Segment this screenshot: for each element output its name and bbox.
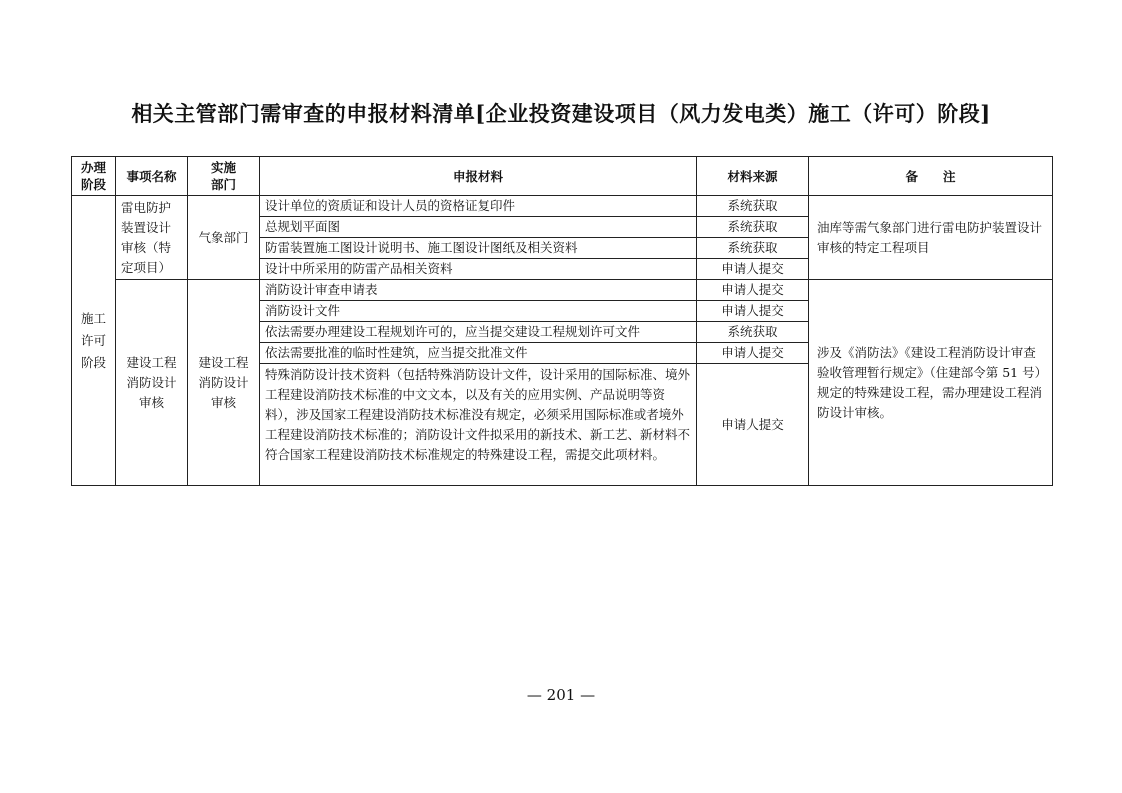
source-cell: 申请人提交 xyxy=(697,343,809,364)
source-cell: 系统获取 xyxy=(697,196,809,217)
header-material: 申报材料 xyxy=(260,157,697,196)
source-cell: 系统获取 xyxy=(697,238,809,259)
dept-cell: 建设工程消防设计审核 xyxy=(188,280,260,486)
material-cell: 设计中所采用的防雷产品相关资料 xyxy=(260,259,697,280)
header-item: 事项名称 xyxy=(116,157,188,196)
material-cell: 总规划平面图 xyxy=(260,217,697,238)
source-cell: 申请人提交 xyxy=(697,259,809,280)
source-cell: 系统获取 xyxy=(697,322,809,343)
header-stage: 办理 阶段 xyxy=(72,157,116,196)
item-cell: 雷电防护装置设计审核（特定项目） xyxy=(116,196,188,280)
source-cell: 申请人提交 xyxy=(697,280,809,301)
material-cell: 依法需要批准的临时性建筑，应当提交批准文件 xyxy=(260,343,697,364)
material-cell: 防雷装置施工图设计说明书、施工图设计图纸及相关资料 xyxy=(260,238,697,259)
material-cell: 消防设计文件 xyxy=(260,301,697,322)
document-title: 相关主管部门需审查的申报材料清单[企业投资建设项目（风力发电类）施工（许可）阶段] xyxy=(131,101,991,126)
table-row xyxy=(72,280,1053,301)
note-cell: 油库等需气象部门进行雷电防护装置设计审核的特定工程项目 xyxy=(809,196,1053,280)
table-header-row xyxy=(72,157,1053,196)
header-dept: 实施 部门 xyxy=(188,157,260,196)
material-cell: 特殊消防设计技术资料（包括特殊消防设计文件，设计采用的国际标准、境外工程建设消防技术标准的中文文本，以及有关的应用实例、产品说明等资料），涉及国家工程建设消防技术标准没有规定，必须采用国际标准或者境外工程建设消防技术标准的；消防设计文件拟采用的新技术、新工艺、新材料不符合国家工程建设消防技术标准规定的特殊建设工程，需提交此项材料。 xyxy=(260,364,697,486)
page-number: — 201 — xyxy=(526,686,596,704)
note-cell: 涉及《消防法》《建设工程消防设计审查验收管理暂行规定》（住建部令第 51 号）规定的特殊建设工程，需办理建设工程消防设计审核。 xyxy=(809,280,1053,486)
source-cell: 申请人提交 xyxy=(697,364,809,486)
table-row xyxy=(72,196,1053,217)
material-cell: 设计单位的资质证和设计人员的资格证复印件 xyxy=(260,196,697,217)
dept-cell: 气象部门 xyxy=(188,196,260,280)
item-cell: 建设工程消防设计审核 xyxy=(116,280,188,486)
material-cell: 依法需要办理建设工程规划许可的，应当提交建设工程规划许可文件 xyxy=(260,322,697,343)
materials-table xyxy=(71,156,1053,486)
material-cell: 消防设计审查申请表 xyxy=(260,280,697,301)
source-cell: 系统获取 xyxy=(697,217,809,238)
source-cell: 申请人提交 xyxy=(697,301,809,322)
header-note: 备 注 xyxy=(809,157,1053,196)
stage-cell: 施工 许可 阶段 xyxy=(72,196,116,486)
header-source: 材料来源 xyxy=(697,157,809,196)
